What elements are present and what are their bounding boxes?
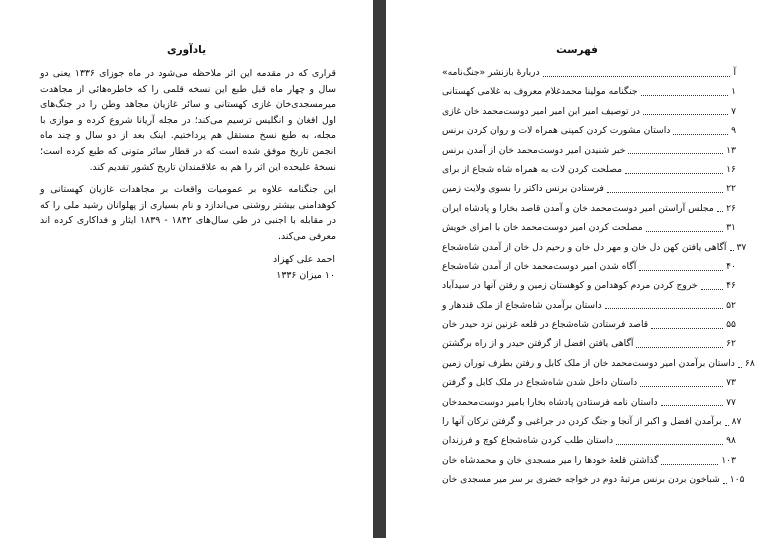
toc-dot-leader [639, 270, 723, 271]
toc-entry[interactable] [442, 122, 736, 141]
toc-entry-page: ۲۶ [726, 202, 736, 214]
toc-dot-leader [651, 328, 723, 329]
toc-entry-title: شباخون بردن برنس مرتبهٔ دوم در خواجه خضری بر سر میر مسجدی خان [442, 474, 720, 486]
toc-entry-page: ۴۶ [726, 280, 736, 292]
toc-entry-page: ۶۸ [744, 357, 755, 369]
toc-entry-page: ۱۰۵ [729, 474, 745, 486]
toc-entry-page: ۳۷ [736, 241, 747, 253]
toc-entry-title: داستان نامه فرستادن پادشاه بخارا بامیر دوست‌محمد‌خان [442, 396, 658, 408]
toc-entry-page: ۵۲ [726, 299, 736, 311]
signature-date: ۱۰ میزان ۱۳۳۶ [276, 269, 335, 281]
toc-entry-title: دربارهٔ بازنشر «جنگ‌نامه» [442, 67, 540, 78]
toc-entry[interactable] [442, 355, 755, 374]
toc-entry[interactable] [442, 277, 736, 296]
toc-dot-leader [717, 211, 723, 212]
toc-dot-leader [701, 289, 724, 290]
signature [273, 252, 335, 283]
toc-entry[interactable] [442, 200, 736, 219]
toc-entry-title: داستان برآمدن شاه‌شجاع از ملک قندهار و [442, 299, 602, 311]
toc-dot-leader [643, 114, 728, 115]
toc-entry[interactable] [442, 83, 736, 102]
toc-entry[interactable] [442, 394, 736, 413]
toc-entry-page: ۱۳ [726, 144, 736, 156]
notes-page [0, 0, 373, 538]
notes-paragraph-1: قراری که در مقدمه این اثر ملاحظه می‌شود در ماه جوزای ۱۳۳۶ یعنی دو سال و چهار ماه قبل طبع این نسخه قلمی را که خاطره‌هائی از مجاهدت میرمسجدی‌خان غازی کهستانی و سائر غازیان مجاهد وطن را در جنگ‌های اول افغان و انگلیس ترسیم می‌کند؛ در مجله آریانا شروع کرده و موازی با مجله، به طبع نسخ مستقل هم پرداختیم. اینک بعد از دو سال و چند ماه انجمن تاریخ موفق شده است که در قطار سائر متونی که طبع کرده است؛ نسخهٔ علیحده این اثر را هم به علاقمندان تاریخ کشور تقدیم کند. [40, 68, 336, 173]
toc-entry-title: آگاه شدن امیر دوست‌محمد خان از آمدن شاه‌شجاع [442, 260, 637, 272]
toc-entry-title: مصلحت کردن لات به همراه شاه شجاع از برای [442, 163, 623, 175]
toc-entry-page: ۱ [731, 86, 736, 98]
toc-entry-title: داستان طلب کردن شاه‌شجاع کوچ و فرزندان [442, 435, 614, 447]
contents-page [386, 0, 768, 538]
toc-dot-leader [640, 386, 723, 387]
toc-entry-page: ۵۵ [726, 319, 736, 331]
toc-dot-leader [605, 308, 723, 309]
toc-entry-page: ۷۳ [726, 377, 736, 389]
notes-body [40, 66, 336, 252]
contents-list [442, 64, 755, 491]
toc-dot-leader [607, 192, 723, 193]
contents-title: فهرست [556, 44, 598, 56]
toc-dot-leader [661, 464, 718, 465]
toc-entry[interactable] [442, 452, 736, 471]
toc-entry-page: ۴۰ [726, 260, 736, 272]
toc-dot-leader [641, 95, 729, 96]
toc-entry-title: داستان مشورت کردن کمپنی همراه لات و روان کردن برنس [442, 125, 671, 137]
toc-dot-leader [646, 231, 723, 232]
toc-entry-page: ۸۷ [731, 416, 742, 428]
toc-entry[interactable] [442, 316, 736, 335]
toc-dot-leader [628, 153, 723, 154]
toc-entry-title: در توصیف امیر ابن امیر امیر دوست‌محمد خان غازی [442, 105, 641, 117]
toc-entry-page: ۶۲ [726, 338, 736, 350]
toc-dot-leader [673, 134, 728, 135]
toc-entry[interactable] [442, 219, 736, 238]
toc-entry-title: قاصد فرستادن شاه‌شجاع در قلعه غزنین نزد حیدر خان [442, 319, 649, 331]
toc-dot-leader [738, 367, 742, 368]
toc-entry-title: داستان برآمدن امیر دوست‌محمد خان از ملک کابل و رفتن بطرف توران زمین [442, 357, 735, 369]
toc-dot-leader [661, 405, 724, 406]
toc-entry[interactable] [442, 413, 742, 432]
toc-entry[interactable] [442, 258, 736, 277]
toc-entry[interactable] [442, 142, 736, 161]
toc-entry-title: مجلس آراستن امیر دوست‌محمد خان و آمدن قاصد بخارا و پادشاه ایران [442, 202, 714, 214]
toc-dot-leader [543, 76, 731, 77]
notes-title: یادآوری [166, 44, 207, 56]
toc-entry-page: ۱۰۳ [721, 454, 736, 466]
toc-entry[interactable] [442, 161, 736, 180]
toc-entry[interactable] [442, 239, 747, 258]
toc-entry-page: آ [733, 67, 736, 78]
toc-entry-title: جنگنامه مولینا محمدغلام معروف به غلامی کهستانی [442, 86, 638, 98]
toc-dot-leader [723, 483, 727, 484]
toc-entry[interactable] [442, 432, 736, 451]
toc-dot-leader [616, 444, 723, 445]
toc-entry-title: برآمدن افضل و اکبر از آنجا و جنگ کردن در جراغبی و گرفتن ترکان آنها را [442, 416, 722, 428]
toc-entry-title: مصلحت کردن امیر دوست‌محمد خان با امرای خویش [442, 222, 643, 234]
toc-entry-title: آگاهی یافتن کهن دل خان و مهر دل خان و رحیم دل خان از آمدن شاه‌شجاع [442, 241, 727, 253]
signature-name: احمد علی کهزاد [273, 254, 335, 265]
toc-entry-page: ۱۶ [726, 163, 736, 175]
toc-entry-title: خروج کردن مردم کوهدامن و کوهستان زمین و رفتن آنها در سیدآباد [442, 280, 698, 292]
toc-entry-title: خبر شنیدن امیر دوست‌محمد خان از آمدن برنس [442, 144, 626, 156]
toc-entry-page: ۷۷ [726, 396, 736, 408]
toc-dot-leader [625, 173, 723, 174]
toc-entry[interactable] [442, 64, 736, 83]
toc-entry[interactable] [442, 471, 745, 490]
toc-dot-leader [730, 250, 734, 251]
toc-dot-leader [725, 425, 729, 426]
toc-entry[interactable] [442, 297, 736, 316]
toc-entry-title: داستان داخل شدن شاه‌شجاع در ملک کابل و گرفتن [442, 377, 638, 389]
notes-paragraph-2: این جنگنامه علاوه بر عمومیات واقعات بر مجاهدات غازیان کهستانی و کوهدامنی بیشتر روشنی می‌اندازد و نام بسیاری از پهلوانان رشید ملی را که در مقابله با اجنبی در طی سال‌های ۱۸۴۲ - ۱۸۳۹ ایثار و فداکاری کرده اند معرفی می‌کند. [40, 184, 336, 242]
toc-entry[interactable] [442, 103, 736, 122]
toc-entry[interactable] [442, 374, 736, 393]
toc-entry-page: ۷ [731, 105, 736, 117]
toc-entry-page: ۳۱ [726, 222, 736, 234]
toc-entry-page: ۹ [731, 125, 736, 137]
toc-dot-leader [636, 347, 723, 348]
toc-entry-page: ۲۲ [726, 183, 736, 195]
toc-entry-title: آگاهی یافتن افضل از گرفتن حیدر و از راه برگشتن [442, 338, 634, 350]
toc-entry-title: فرستادن برنس داکتر را بسوی ولایت زمین [442, 183, 604, 195]
toc-entry[interactable] [442, 335, 736, 354]
toc-entry-page: ۹۸ [726, 435, 736, 447]
toc-entry[interactable] [442, 180, 736, 199]
toc-entry-title: گذاشتن قلعهٔ خودها را میر مسجدی خان و محمدشاه خان [442, 454, 659, 466]
